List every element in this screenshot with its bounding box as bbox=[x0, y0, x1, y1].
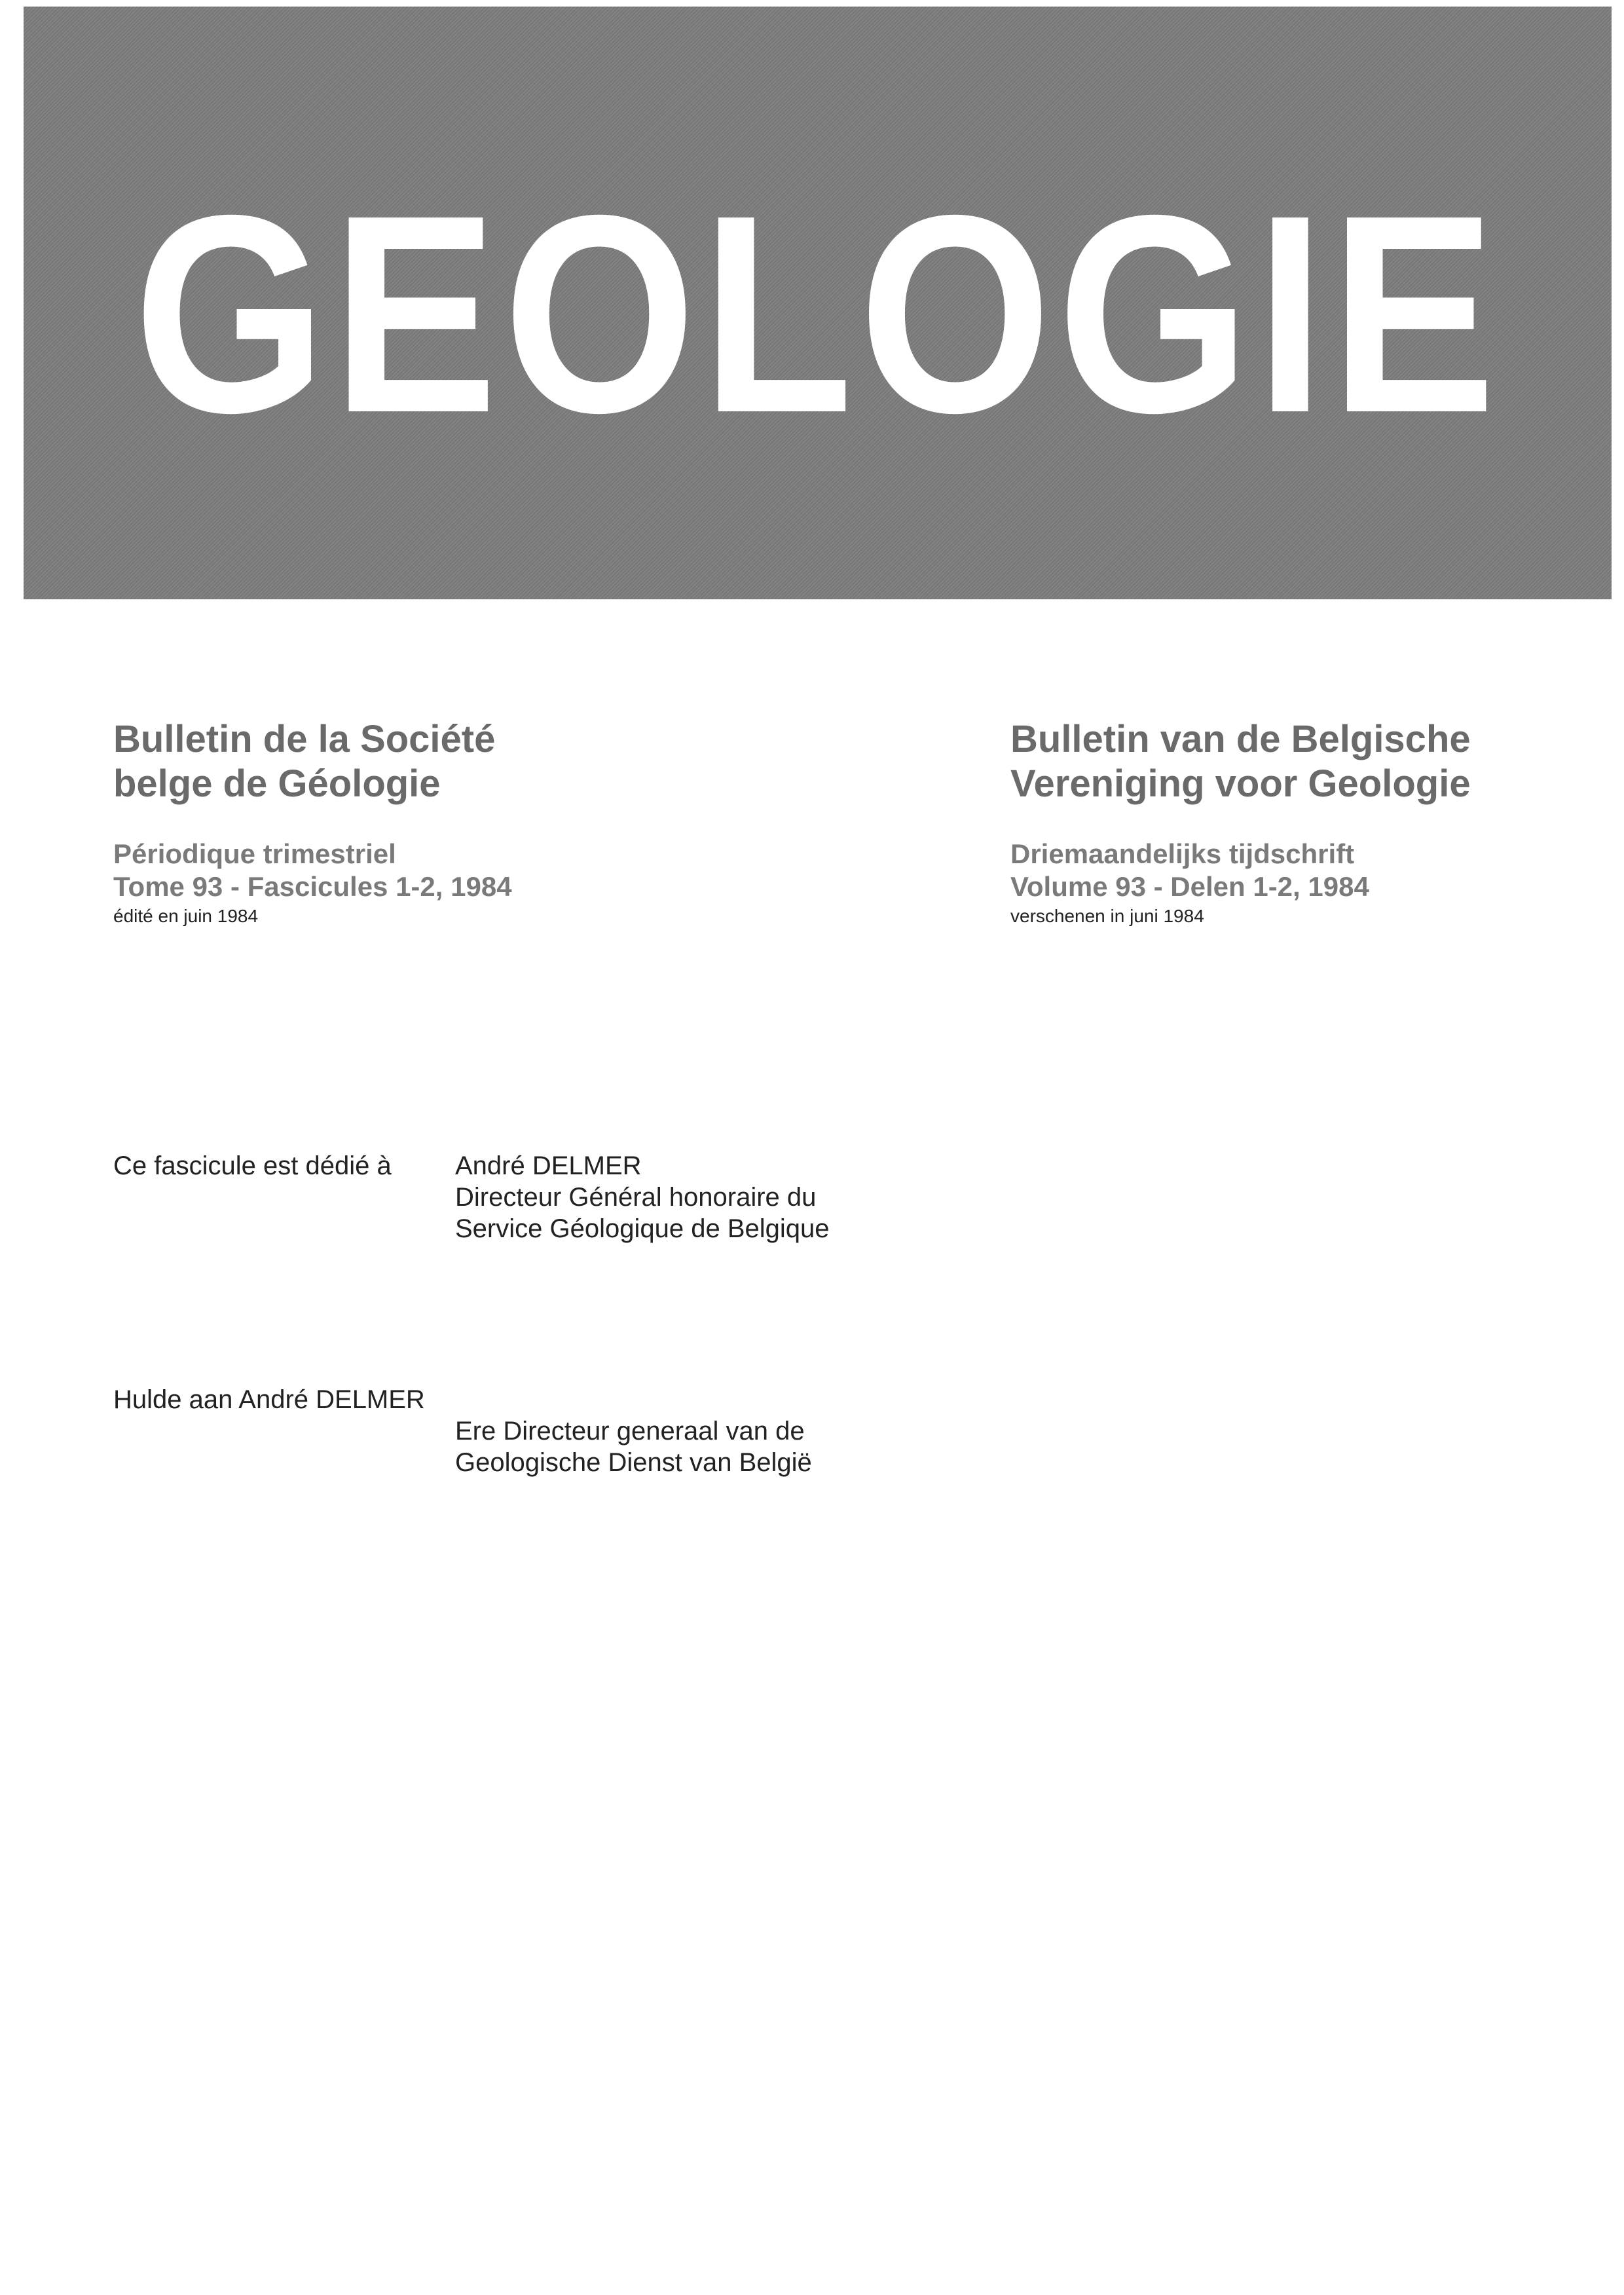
dutch-title-block bbox=[1010, 717, 1600, 929]
dedicatee-title-nl-line-1: Ere Directeur generaal van de bbox=[455, 1417, 805, 1446]
bulletin-title-fr-line-2: belge de Géologie bbox=[113, 762, 441, 805]
title-banner bbox=[24, 7, 1612, 599]
bulletin-title-nl-line-2: Vereniging voor Geologie bbox=[1010, 762, 1471, 805]
dutch-issue-info bbox=[1010, 838, 1600, 929]
periodical-type-nl: Driemaandelijks tijdschrift bbox=[1010, 838, 1355, 869]
dedication-fr-lead: Ce fascicule est dédié à bbox=[113, 1151, 392, 1180]
volume-info-fr: Tome 93 - Fascicules 1-2, 1984 bbox=[113, 871, 512, 902]
periodical-type-fr: Périodique trimestriel bbox=[113, 838, 396, 869]
bulletin-title-fr-line-1: Bulletin de la Société bbox=[113, 718, 496, 760]
dedication-nl-lead: Hulde aan André DELMER bbox=[113, 1385, 425, 1414]
dedicatee-title-fr-line-1: Directeur Général honoraire du bbox=[455, 1183, 817, 1212]
volume-info-nl: Volume 93 - Delen 1-2, 1984 bbox=[1010, 871, 1369, 902]
dedicatee-title-fr-line-2: Service Géologique de Belgique bbox=[455, 1214, 830, 1243]
dedicatee-name-fr: André DELMER bbox=[455, 1151, 642, 1180]
edition-date-fr: édité en juin 1984 bbox=[113, 906, 259, 926]
journal-title: GEOLOGIE bbox=[134, 157, 1502, 472]
edition-date-nl: verschenen in juni 1984 bbox=[1010, 906, 1204, 926]
dedication-nl-details bbox=[455, 1415, 812, 1478]
dedicatee-title-nl-line-2: Geologische Dienst van België bbox=[455, 1448, 812, 1477]
dedication-fr-details bbox=[455, 1150, 830, 1244]
french-issue-info bbox=[113, 838, 703, 929]
bulletin-title-nl-line-1: Bulletin van de Belgische bbox=[1010, 718, 1471, 760]
french-title-block bbox=[113, 717, 703, 929]
